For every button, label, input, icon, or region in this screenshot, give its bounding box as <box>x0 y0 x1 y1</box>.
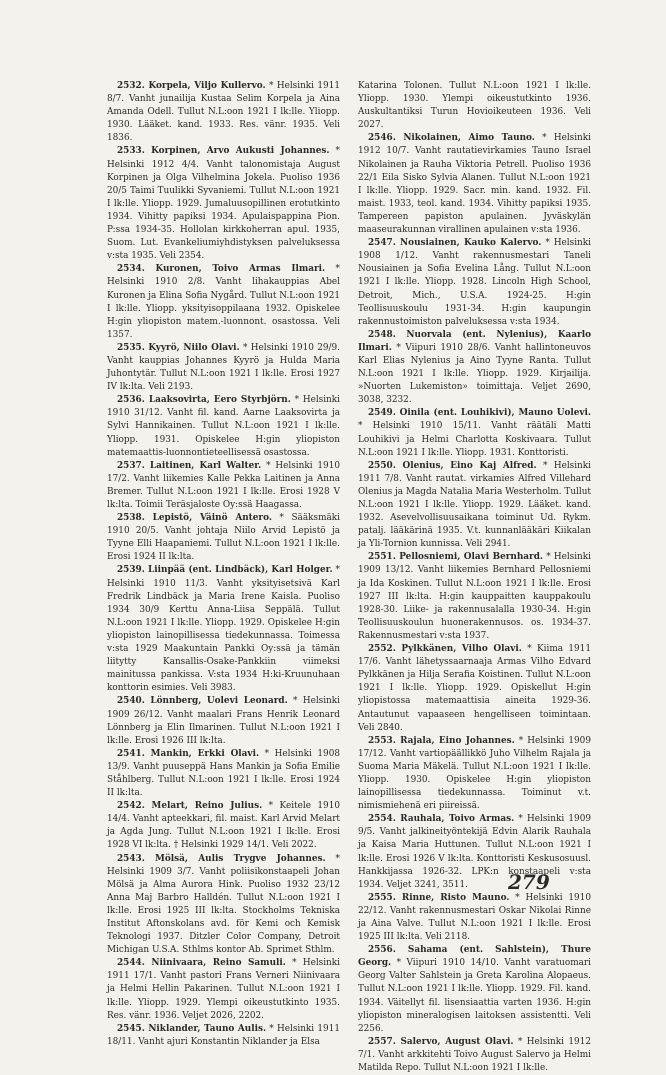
entry-heading: 2543. Mölsä, Aulis Trygve Johannes. <box>117 853 326 864</box>
entry-body: * Helsinki 1911 8/7. Vanht junailija Kustaa Selim Korpela ja Aina Amanda Odell. Tullut N.L:oon 1921 I lk:lle. Yliopp. 1930. Lääket. kand. 1933. Res. vänr. 1935. Veli 1836. <box>107 81 340 144</box>
entry-body: * Helsinki 1910 15/11. Vanht räätäli Matti Louhikivi ja Helmi Charlotta Koskivaara. Tullut N.L:oon 1921 I lk:lle. Yliopp. 1931. Konttoristi. <box>358 421 591 458</box>
entry-body: * Helsinki 1910 2/8. Vanht lihakauppias Abel Kuronen ja Elina Sofia Nygård. Tullut N.L:oon 1921 I lk:lle. Yliopp. yksityisoppilaana 1932. Opiskelee H:gin yliopiston matem.-luonnont. osastossa. Veli 1357. <box>107 264 340 340</box>
entry-body: * Helsinki 1911 7/8. Vanht rautat. virkamies Alfred Villehard Olenius ja Magda Natalia Maria Westerholm. Tullut N.L:oon 1921 I lk:lle. Yliopp. 1929. Lääket. kand. 1932. Asevelvollisuusaikana toiminut Ud. Rykm. patalj. lääkärinä 1935. V.t. kunnanlääkäri Kiikalan ja Yli-Tornion kunnissa. Veli 2941. <box>358 460 591 550</box>
entry-body: * Helsinki 1911 18/11. Vanht ajuri Konstantin Niklander ja Elsa <box>107 1023 340 1047</box>
entry-heading: 2547. Nousiainen, Kauko Kalervo. <box>368 238 542 249</box>
entry-body: * Helsinki 1910 22/12. Vanht rakennusmestari Oskar Nikolai Rinne ja Aina Valve. Tullut N.L:oon 1921 I lk:lle. Erosi 1925 III lk:lta. Veli 2118. <box>358 892 591 943</box>
entry-body: * Helsinki 1912 7/1. Vanht arkkitehti Toivo August Salervo ja Helmi Matilda Repo. Tullut N.L:oon 1921 I lk:lle. <box>358 1036 591 1074</box>
entry-body: * Helsinki 1912 10/7. Vanht rautatievirkamies Tauno Israel Nikolainen ja Rauha Viktoria Petrell. Puoliso 1936 22/1 Eila Sisko Sylvia Alanen. Tullut N.L:oon 1921 I lk:lle. Yliopp. 1929. Sacr. min. kand. 1932. Fil. maist. 1933, teol. kand. 1934. Vihitty papiksi 1935. Tampereen papiston apulainen. Jyväskylän maaseurakunnan virallinen apulainen v:sta 1936. <box>358 133 591 236</box>
entry-body: * Helsinki 1910 29/9. Vanht kauppias Johannes Kyyrö ja Hulda Maria Juhontytär. Tullut N.L:oon 1921 I lk:lle. Erosi 1927 IV lk:lta. Veli 2193. <box>107 342 341 393</box>
entry-heading: 2534. Kuronen, Toivo Armas Ilmari. <box>117 264 326 275</box>
entry-body: * Helsinki 1910 31/12. Vanht fil. kand. Aarne Laaksovirta ja Sylvi Hannikainen. Tullut N.L:oon 1921 I lk:lle. Yliopp. 1931. Opiskelee H:gin yliopiston matemaattis-luonnontieteellisessä osastossa. <box>107 395 340 458</box>
entry-heading: 2532. Korpela, Viljo Kullervo. <box>117 81 266 91</box>
entry-heading: 2533. Korpinen, Arvo Aukusti Johannes. <box>117 146 330 157</box>
biography-entry <box>107 1023 340 1049</box>
entry-body: * Helsinki 1909 26/12. Vanht maalari Frans Henrik Leonard Lönnberg ja Elin Ilmarinen. Tullut N.L:oon 1921 I lk:lle. Erosi 1926 III lk:lta. <box>107 696 340 746</box>
entry-heading: 2555. Rinne, Risto Mauno. <box>368 892 510 903</box>
entry-heading: 2548. Nuorvala (ent. Nylenius), Kaarlo Ilmari. <box>358 329 591 353</box>
entry-heading: 2549. Oinila (ent. Louhikivi), Mauno Uolevi. <box>368 408 591 419</box>
biography-entry <box>358 460 591 552</box>
entry-heading: 2536. Laaksovirta, Eero Styrbjörn. <box>117 395 291 406</box>
entry-body: * Helsinki 1909 17/12. Vanht vartiopäällikkö Juho Vilhelm Rajala ja Suoma Maria Mäkelä. Tullut N.L:oon 1921 I lk:lle. Yliopp. 1930. Opiskelee H:gin yliopiston lainopillisessa tiedekunnassa. Toiminut v.t. nimismiehenä eri piireissä. <box>358 735 591 812</box>
entry-heading: 2545. Niklander, Tauno Aulis. <box>117 1023 267 1034</box>
entry-body: * Helsinki 1908 13/9. Vanht puuseppä Hans Mankin ja Sofia Emilie Ståhlberg. Tullut N.L:oon 1921 I lk:lle. Erosi 1924 II lk:lta. <box>107 748 340 799</box>
biography-entry <box>358 551 591 643</box>
entry-body: * Sääksmäki 1910 20/5. Vanht johtaja Niilo Arvid Lepistö ja Tyyne Elli Haapaniemi. Tullut N.L:oon 1921 I lk:lle. Erosi 1924 II lk:lta. <box>107 513 340 563</box>
biography-entry <box>358 892 591 944</box>
biography-entry <box>358 813 591 892</box>
entry-body: * Viipuri 1910 28/6. Vanht hallintoneuvos Karl Elias Nylenius ja Aino Tyyne Ranta. Tullut N.L:oon 1921 I lk:lle. Yliopp. 1929. Kirjailija. »Nuorten Lukemiston» toimittaja. Veljet 2690, 3038, 3232. <box>358 342 591 406</box>
entry-heading: 2538. Lepistö, Väinö Antero. <box>117 513 272 524</box>
biography-entry <box>358 132 591 237</box>
entry-heading: 2540. Lönnberg, Uolevi Leonard. <box>117 696 288 707</box>
entry-heading: 2539. Liinpää (ent. Lindbäck), Karl Holger. <box>117 565 333 576</box>
entry-heading: 2544. Niinivaara, Reino Samuli. <box>117 958 286 969</box>
biography-entry <box>107 853 340 958</box>
biography-entry <box>358 407 591 459</box>
entry-body: * Helsinki 1912 4/4. Vanht talonomistaja August Korpinen ja Olga Vilhelmina Jokela. Puoliso 1936 20/5 Taimi Tuulikki Syvaniemi. Tullut N.L:oon 1921 I lk:lle. Yliopp. 1929. Jumaluusopillinen erotutkinto 1934. Vihitty papiksi 1934. Apulaispappina Pion. P:ssa 1934-35. Hollolan kirkkoherran apul. 1935, Suom. Lut. Evankeliumiyhdistyksen palveluksessa v:sta 1935. Veli 2354. <box>107 146 340 262</box>
page-number: 279 <box>508 870 550 894</box>
biography-entry <box>107 263 340 342</box>
left-column <box>107 80 340 1049</box>
biography-entry <box>107 145 340 263</box>
entry-body: * Helsinki 1908 1/12. Vanht rakennusmestari Taneli Nousiainen ja Sofia Evelina Lång. Tullut N.L:oon 1921 I lk:lle. Yliopp. 1928. Lincoln High School, Detroit, Mich., U.S.A. 1924-25. H:gin Teollisuuskoulu 1931-34. H:gin kaupungin rakennustoimiston palveluksessa v:sta 1934. <box>358 238 591 327</box>
entry-body: * Helsinki 1910 11/3. Vanht yksityisetsivä Karl Fredrik Lindbäck ja Maria Irene Kaisla. Puoliso 1934 30/9 Kerttu Anna-Liisa Seppälä. Tullut N.L:oon 1921 I lk:lle. Yliopp. 1929. Opiskelee H:gin yliopiston lainopillisessa tiedekunnassa. Toimessa v:sta 1929 Maakuntain Pankki Oy:ssä ja tämän liitytty Kansallis-Osake-Pankkiin viimeksi mainitussa pankissa. V:sta 1934 H:ki-Kruunuhaan konttorin esimies. Veli 3983. <box>107 565 340 694</box>
biography-entry <box>107 342 340 394</box>
biography-entry <box>358 735 591 814</box>
biography-entry <box>107 748 340 800</box>
entry-body: * Kiima 1911 17/6. Vanht lähetyssaarnaaja Armas Vilho Edvard Pylkkänen ja Hilja Serafia Koistinen. Tullut N.L:oon 1921 I lk:lle. Yliopp. 1929. Opiskellut H:gin yliopistossa matemaattisia aineita 1929-36. Antautunut vapaaseen hengelliseen toimintaan. Veli 2840. <box>358 644 591 733</box>
biography-entry <box>358 80 591 132</box>
entry-heading: 2556. Sahama (ent. Sahlstein), Thure Georg. <box>358 945 591 969</box>
entry-heading: 2546. Nikolainen, Aimo Tauno. <box>368 133 535 144</box>
biography-entry <box>358 944 591 1036</box>
biography-entry <box>107 957 340 1022</box>
entry-body: * Helsinki 1909 13/12. Vanht liikemies Bernhard Pellosniemi ja Ida Koskinen. Tullut N.L:oon 1921 I lk:lle. Erosi 1927 III lk:lta. H:gin kauppaitten kauppakoulu 1928-30. Liike- ja rakennusalalla 1930-34. H:gin Teollisuuskoulun huonerakennusos. os. 1934-37. Rakennusmestari v:sta 1937. <box>358 552 591 641</box>
entry-heading: 2550. Olenius, Eino Kaj Alfred. <box>368 460 537 471</box>
entry-body: * Helsinki 1909 3/7. Vanht poliisikonstaapeli Johan Mölsä ja Alma Aurora Hink. Puoliso 1932 23/12 Anna Maj Barbro Halldén. Tullut N.L:oon 1921 I lk:lle. Erosi 1925 III lk:lta. Stockholms Tekniska Institut Aftonskolans avd. för Kemi och Kemisk Teknologi 1937. Ditzler Color Company, Detroit Michigan U.S.A. Sthlms kontor Ab. Sprimet Sthlm. <box>107 853 340 956</box>
entry-body: Katarina Tolonen. Tullut N.L:oon 1921 I lk:lle. Yliopp. 1930. Ylempi oikeustutkinto 1936. Auskultantiksi Turun Hovioikeuteen 1936. Veli 2027. <box>358 81 591 131</box>
entry-body: * Viipuri 1910 14/10. Vanht varatuomari Georg Valter Sahlstein ja Greta Karolina Alopaeus. Tullut N.L:oon 1921 I lk:lle. Yliopp. 1929. Fil. kand. 1934. Väitellyt fil. lisensiaattia varten 1936. H:gin yliopiston mineralogisen laitoksen assistentti. Veli 2256. <box>358 958 591 1034</box>
entry-heading: 2535. Kyyrö, Niilo Olavi. <box>117 342 240 353</box>
entry-body: * Keitele 1910 14/4. Vanht apteekkari, fil. maist. Karl Arvid Melart ja Agda Jung. Tullut N.L:oon 1921 I lk:lle. Erosi 1928 VI lk:lta. † Helsinki 1929 14/1. Veli 2022. <box>107 801 340 851</box>
biography-entry <box>107 80 340 145</box>
entry-heading: 2552. Pylkkänen, Vilho Olavi. <box>368 644 522 655</box>
entry-body: * Helsinki 1909 9/5. Vanht jalkineityöntekijä Edvin Alarik Rauhala ja Kaisa Maria Huttunen. Tullut N.L:oon 1921 I lk:lle. Erosi 1926 V lk:lta. Konttoristi Keskusosuusl. Hankkijassa 1926-32. LPK:n konstaapeli v:sta 1934. Veljet 3241, 3511. <box>358 814 591 890</box>
entry-body: * Helsinki 1910 17/2. Vanht liikemies Kalle Pekka Laitinen ja Anna Bremer. Tullut N.L:oon 1921 I lk:lle. Erosi 1928 V lk:lta. Toimii Teräsjaloste Oy:ssä Haagassa. <box>107 460 340 510</box>
biography-entry <box>107 695 340 747</box>
entry-heading: 2551. Pellosniemi, Olavi Bernhard. <box>368 552 544 563</box>
biography-entry <box>107 564 340 695</box>
biography-entry <box>358 329 591 408</box>
biography-entry <box>107 394 340 459</box>
right-column <box>358 80 591 1075</box>
biography-entry <box>358 643 591 735</box>
biography-entry <box>358 237 591 329</box>
biography-entry <box>107 800 340 852</box>
entry-heading: 2557. Salervo, August Olavi. <box>368 1036 514 1047</box>
entry-heading: 2554. Rauhala, Toivo Armas. <box>368 814 515 825</box>
biography-entry <box>358 1036 591 1075</box>
entry-heading: 2541. Mankin, Erkki Olavi. <box>117 748 260 759</box>
biography-entry <box>107 460 340 512</box>
entry-heading: 2542. Melart, Reino Julius. <box>117 801 263 812</box>
entry-heading: 2537. Laitinen, Karl Walter. <box>117 460 262 471</box>
entry-body: * Helsinki 1911 17/1. Vanht pastori Frans Verneri Niinivaara ja Helmi Hellin Pakarinen. Tullut N.L:oon 1921 I lk:lle. Yliopp. 1929. Ylempi oikeustutkinto 1935. Res. vänr. 1936. Veljet 2026, 2202. <box>107 958 340 1021</box>
biography-entry <box>107 512 340 564</box>
entry-heading: 2553. Rajala, Eino Johannes. <box>368 735 515 746</box>
